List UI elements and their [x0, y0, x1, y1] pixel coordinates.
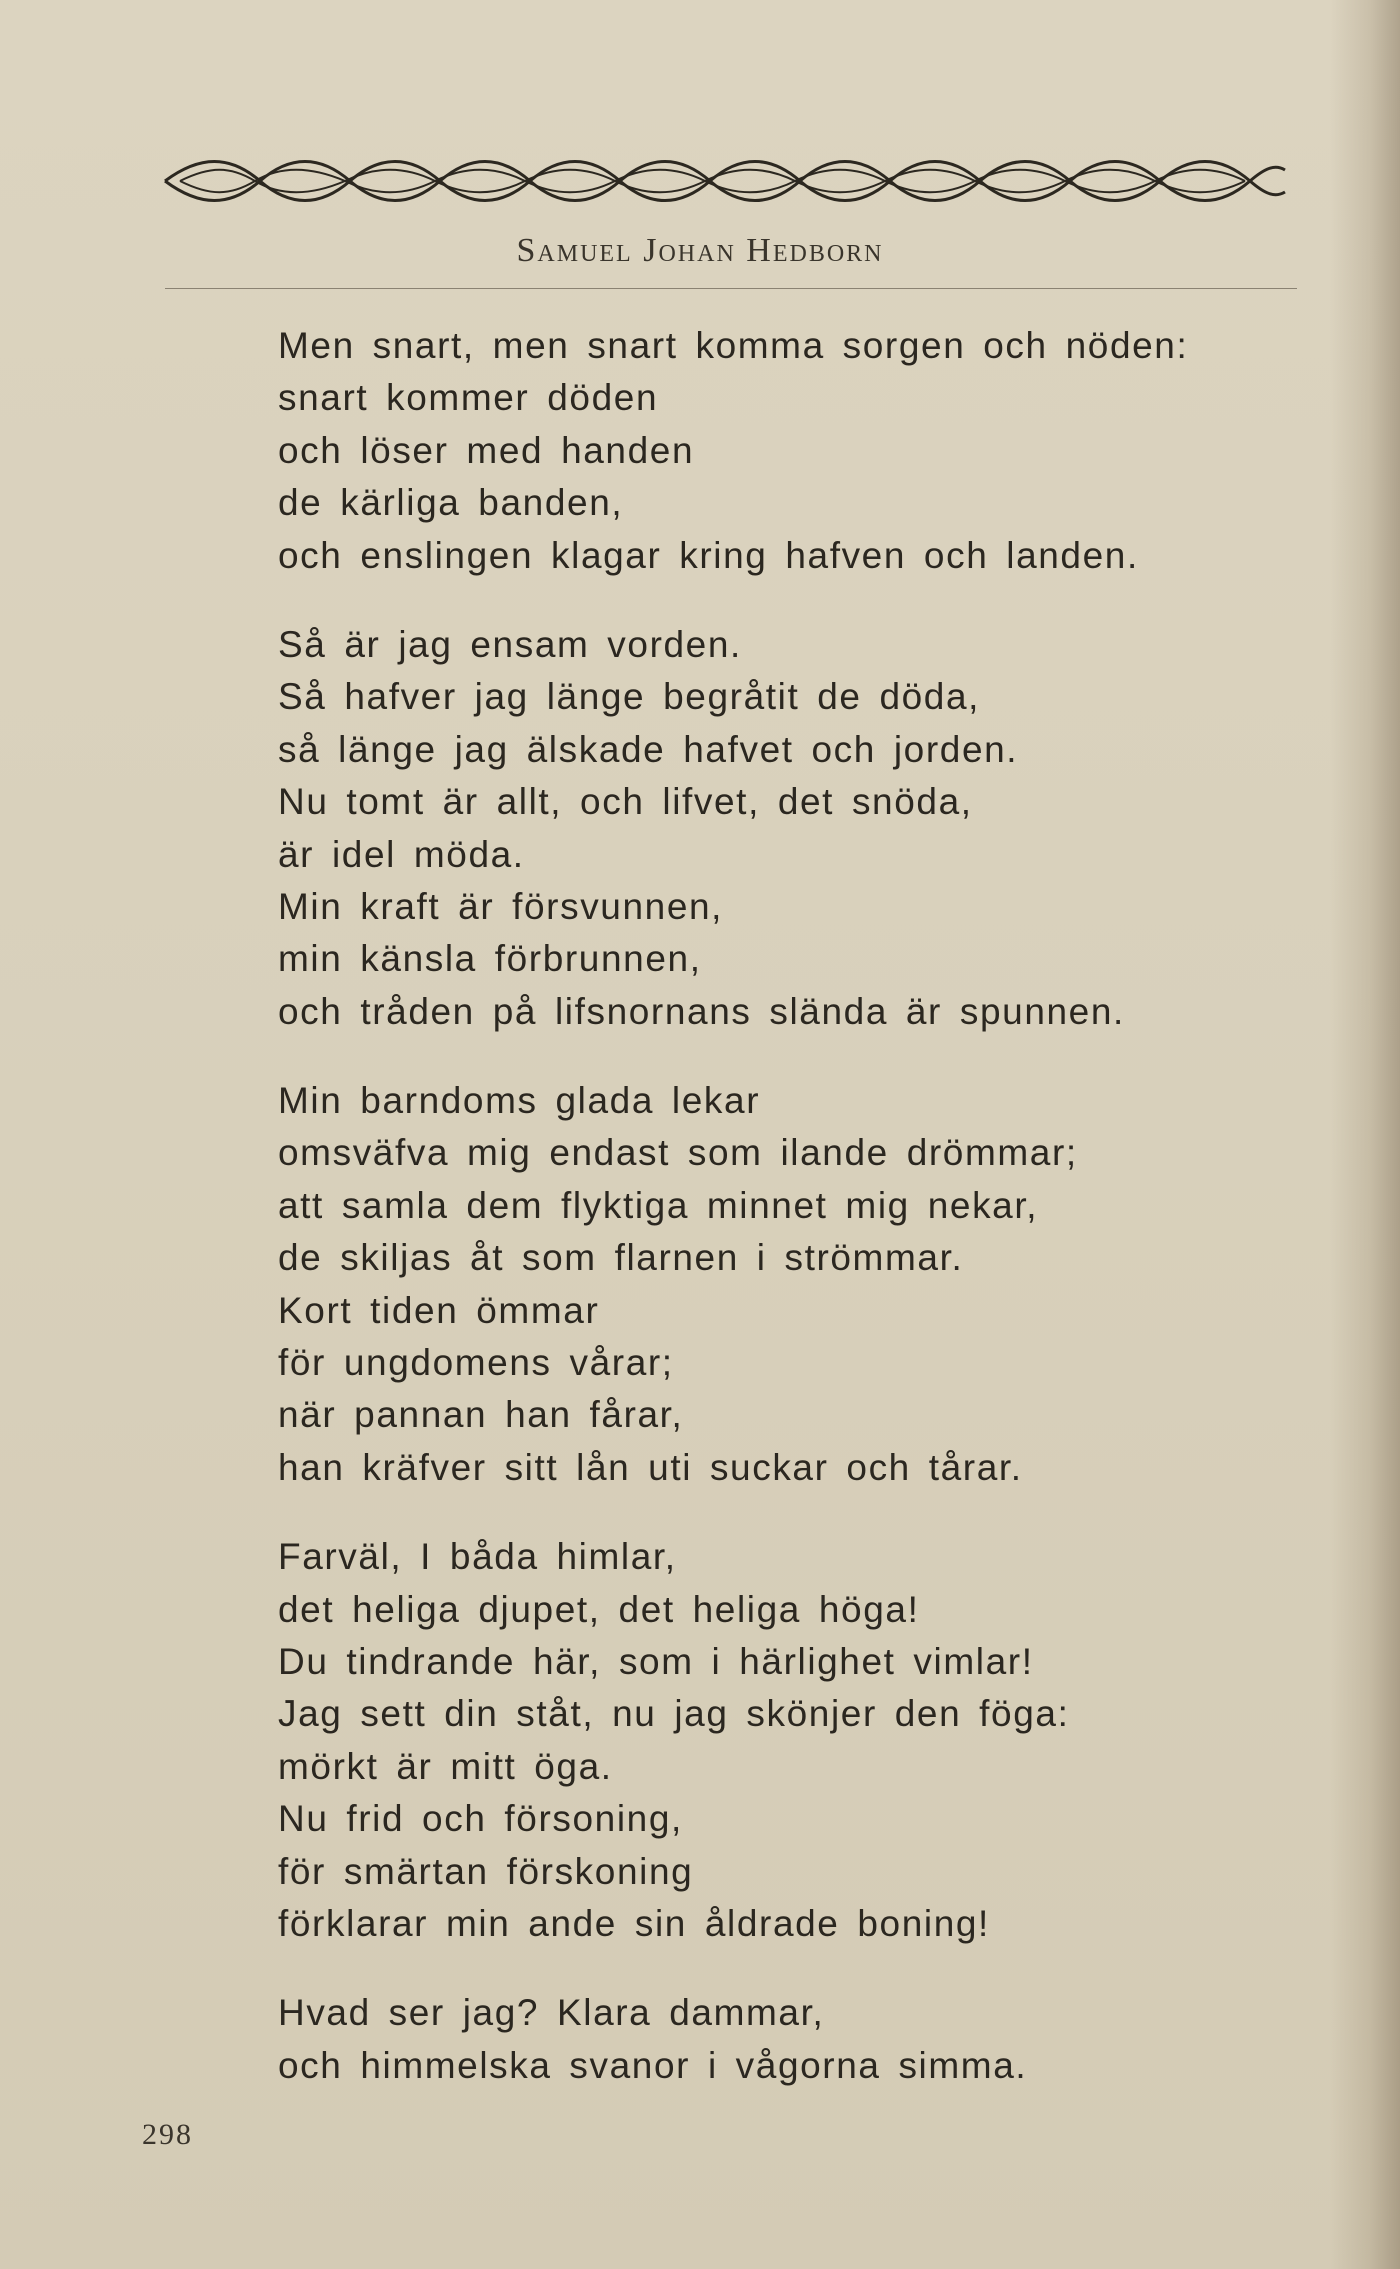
poem-stanza: [278, 320, 1278, 582]
poem-line: och himmelska svanor i vågorna simma.: [278, 2044, 1028, 2086]
poem-text: [278, 320, 1278, 2129]
poem-line: Nu tomt är allt, och lifvet, det snöda,: [278, 781, 973, 823]
poem-line: han kräfver sitt lån uti suckar och tårar.: [278, 1446, 1023, 1488]
poem-line: Farväl, I båda himlar,: [278, 1536, 677, 1578]
poem-line: och löser med handen: [278, 429, 695, 471]
poem-line: förklarar min ande sin åldrade boning!: [278, 1902, 990, 1944]
poem-line: Nu frid och försoning,: [278, 1798, 683, 1840]
decorative-headpiece-ornament: [160, 150, 1290, 212]
poem-line: att samla dem flyktiga minnet mig nekar,: [278, 1184, 1039, 1226]
poem-line: är idel möda.: [278, 833, 525, 875]
header-rule-divider: [165, 288, 1297, 289]
poem-stanza: [278, 1075, 1278, 1494]
poem-line: Kort tiden ömmar: [278, 1289, 600, 1331]
poem-line: Du tindrande här, som i härlighet vimlar!: [278, 1640, 1034, 1682]
poem-line: Så hafver jag länge begråtit de döda,: [278, 676, 981, 718]
poem-line: Hvad ser jag? Klara dammar,: [278, 1992, 825, 2034]
poem-line: min känsla förbrunnen,: [278, 938, 702, 980]
poem-line: för smärtan förskoning: [278, 1850, 694, 1892]
poem-stanza: [278, 1531, 1278, 1950]
poem-line: och tråden på lifsnornans slända är spunnen.: [278, 990, 1125, 1032]
poem-stanza: [278, 1987, 1278, 2092]
poem-line: och enslingen klagar kring hafven och landen.: [278, 534, 1139, 576]
poem-line: de skiljas åt som flarnen i strömmar.: [278, 1237, 964, 1279]
poem-line: Men snart, men snart komma sorgen och nöden:: [278, 325, 1189, 366]
running-header-title: Samuel Johan Hedborn: [516, 232, 884, 269]
poem-line: mörkt är mitt öga.: [278, 1745, 613, 1787]
poem-line: det heliga djupet, det heliga höga!: [278, 1588, 920, 1630]
poem-line: så länge jag älskade hafvet och jorden.: [278, 728, 1019, 770]
poem-line: Min kraft är försvunnen,: [278, 885, 724, 927]
poem-line: de kärliga banden,: [278, 482, 624, 524]
poem-line: omsväfva mig endast som ilande drömmar;: [278, 1132, 1078, 1174]
page-number: 298: [142, 2118, 193, 2151]
poem-line: Min barndoms glada lekar: [278, 1080, 761, 1122]
poem-line: när pannan han fårar,: [278, 1394, 684, 1436]
poem-stanza: [278, 619, 1278, 1038]
poem-line: för ungdomens vårar;: [278, 1342, 674, 1384]
poem-line: Jag sett din ståt, nu jag skönjer den föga:: [278, 1693, 1070, 1735]
poem-line: Så är jag ensam vorden.: [278, 623, 742, 665]
poem-line: snart kommer döden: [278, 377, 659, 419]
